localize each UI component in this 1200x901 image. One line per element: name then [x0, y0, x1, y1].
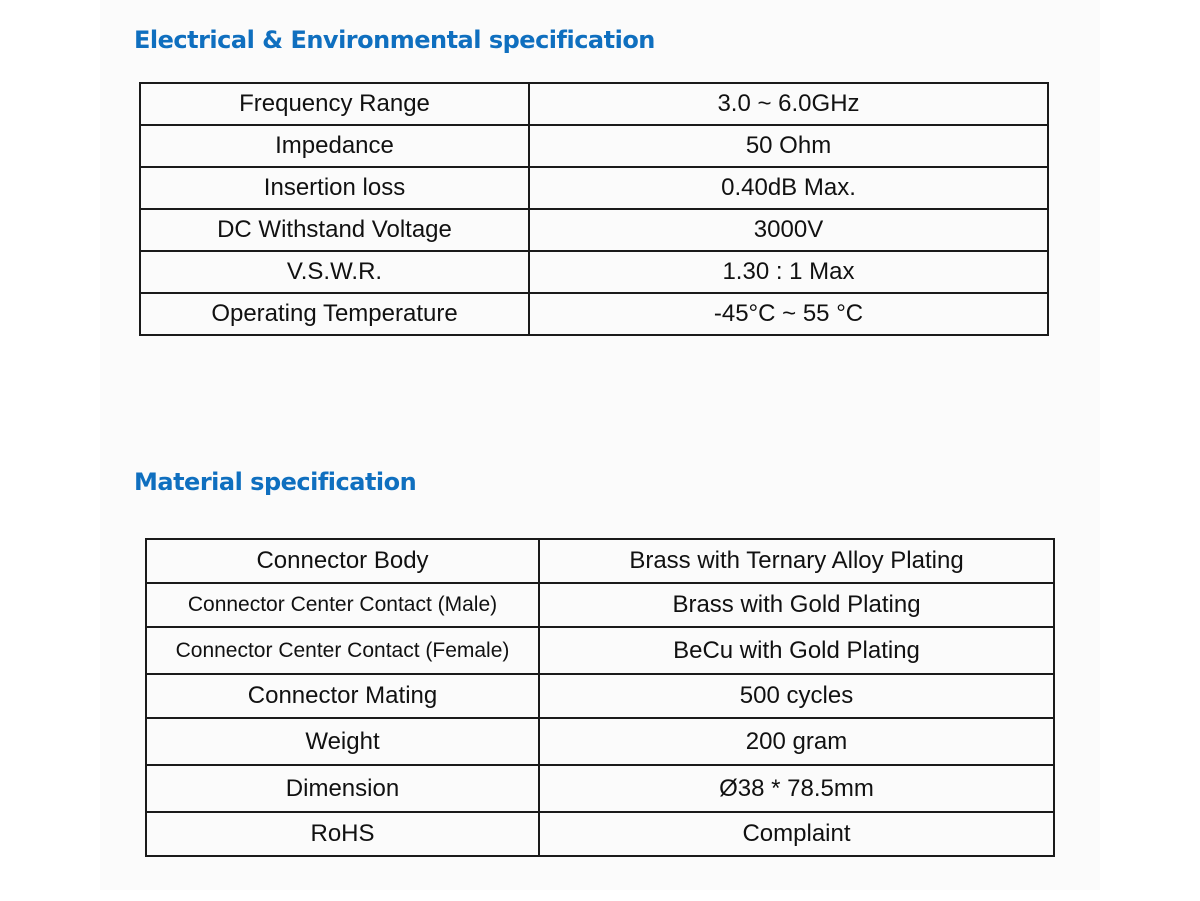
- spec-label: Connector Body: [146, 539, 539, 583]
- spec-label: Impedance: [140, 125, 529, 167]
- spec-label: Frequency Range: [140, 83, 529, 125]
- table-row: [140, 83, 1048, 125]
- table-row: [146, 539, 1054, 583]
- spec-value: BeCu with Gold Plating: [539, 627, 1054, 674]
- spec-label: Connector Center Contact (Female): [146, 627, 539, 674]
- spec-label: Dimension: [146, 765, 539, 812]
- material-spec-table: [145, 538, 1055, 857]
- spec-label: Weight: [146, 718, 539, 765]
- spec-label: Insertion loss: [140, 167, 529, 209]
- spec-label: V.S.W.R.: [140, 251, 529, 293]
- material-spec-heading: Material specification: [134, 468, 417, 496]
- spec-value: Complaint: [539, 812, 1054, 856]
- spec-label: Operating Temperature: [140, 293, 529, 335]
- spec-label: Connector Mating: [146, 674, 539, 718]
- spec-value: 3.0 ~ 6.0GHz: [529, 83, 1048, 125]
- table-row: [146, 718, 1054, 765]
- electrical-spec-table: [139, 82, 1049, 336]
- spec-value: Brass with Ternary Alloy Plating: [539, 539, 1054, 583]
- table-row: [146, 765, 1054, 812]
- table-row: [140, 125, 1048, 167]
- table-row: [146, 812, 1054, 856]
- table-row: [146, 674, 1054, 718]
- spec-value: 500 cycles: [539, 674, 1054, 718]
- table-row: [146, 627, 1054, 674]
- spec-value: 1.30 : 1 Max: [529, 251, 1048, 293]
- table-row: [146, 583, 1054, 627]
- spec-value: Brass with Gold Plating: [539, 583, 1054, 627]
- table-row: [140, 251, 1048, 293]
- spec-value: 200 gram: [539, 718, 1054, 765]
- spec-value: -45°C ~ 55 °C: [529, 293, 1048, 335]
- table-row: [140, 167, 1048, 209]
- spec-value: 0.40dB Max.: [529, 167, 1048, 209]
- electrical-spec-heading: Electrical & Environmental specification: [134, 26, 655, 54]
- spec-label: DC Withstand Voltage: [140, 209, 529, 251]
- spec-label: RoHS: [146, 812, 539, 856]
- table-row: [140, 209, 1048, 251]
- spec-value: Ø38 * 78.5mm: [539, 765, 1054, 812]
- spec-label: Connector Center Contact (Male): [146, 583, 539, 627]
- spec-value: 50 Ohm: [529, 125, 1048, 167]
- table-row: [140, 293, 1048, 335]
- spec-value: 3000V: [529, 209, 1048, 251]
